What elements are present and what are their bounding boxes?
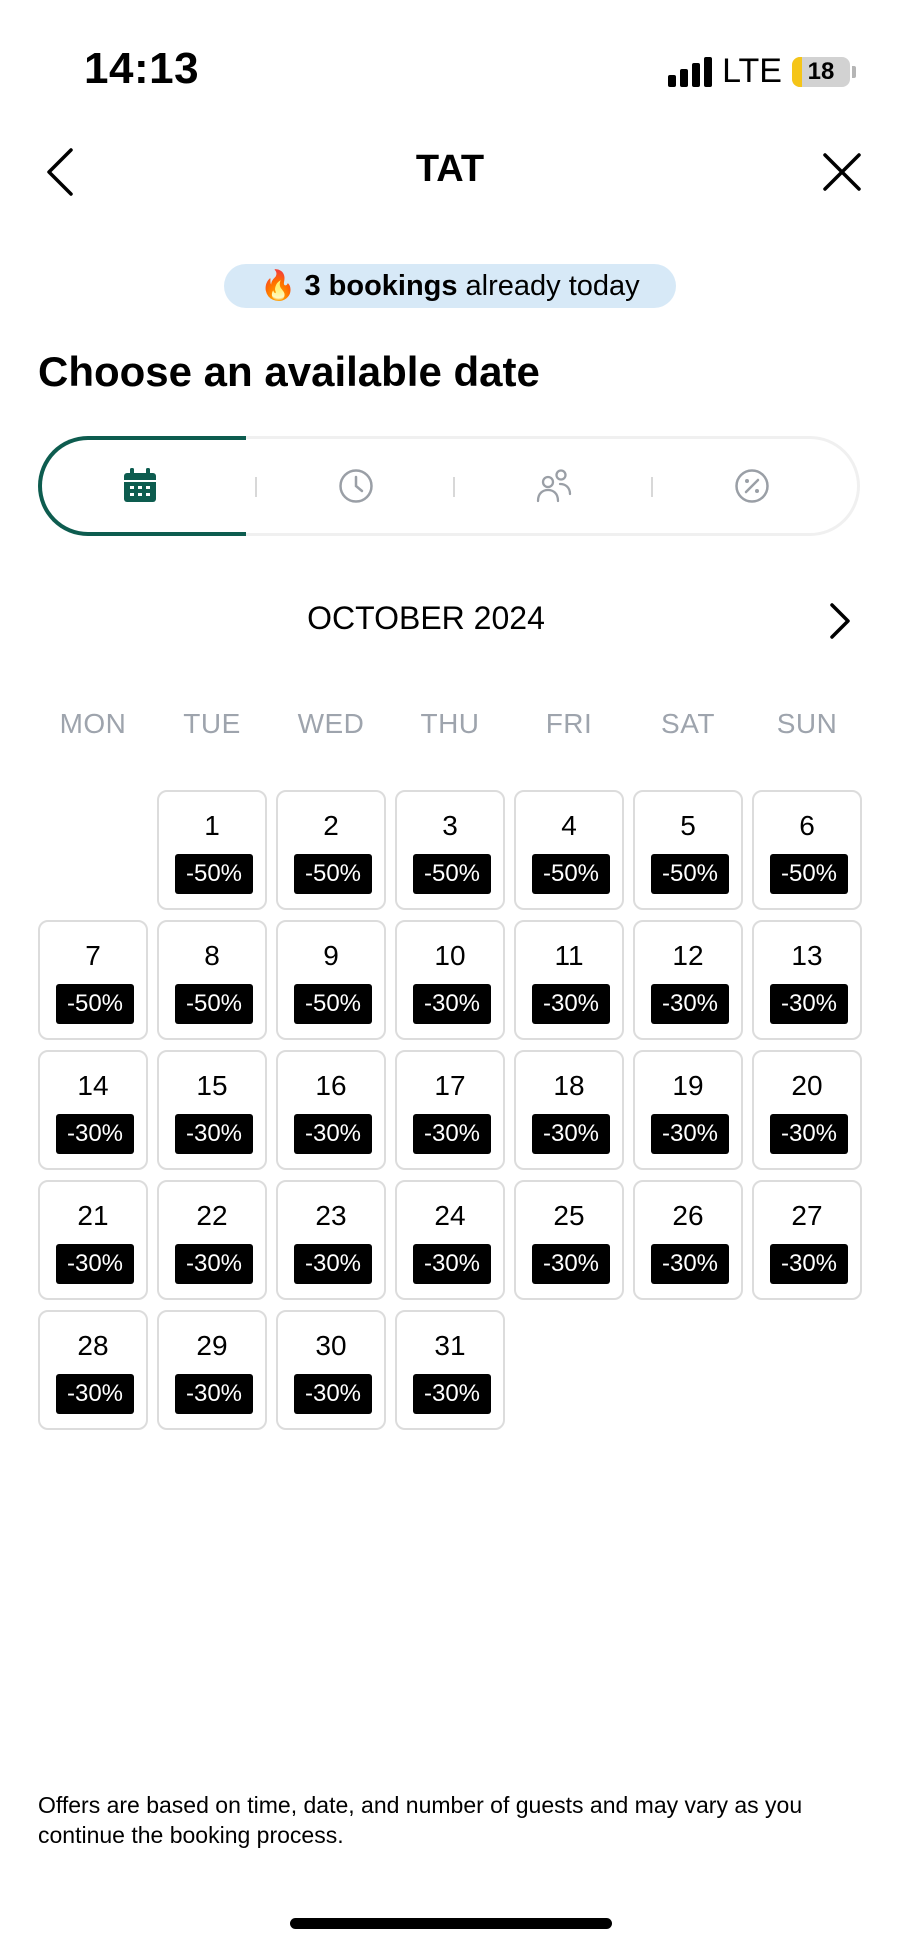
discount-badge: -30% [651,1244,729,1284]
discount-badge: -30% [175,1374,253,1414]
calendar-day-cell[interactable] [752,920,862,1040]
discount-badge: -30% [294,1114,372,1154]
calendar-day-cell[interactable] [157,1050,267,1170]
discount-badge: -50% [56,984,134,1024]
day-number: 25 [553,1200,585,1231]
weekday-label: FRI [545,708,593,739]
day-number: 2 [323,810,339,841]
step-time[interactable] [257,439,455,533]
day-number: 9 [323,940,339,971]
day-number: 23 [315,1200,347,1231]
day-number: 10 [434,940,466,971]
battery-level: 18 [807,57,835,85]
calendar-day-cell[interactable] [38,1180,148,1300]
day-number: 29 [196,1330,228,1361]
discount-badge: -30% [770,1244,848,1284]
day-number: 22 [196,1200,228,1231]
percent-icon [734,468,770,504]
calendar-day-cell[interactable] [38,1310,148,1430]
calendar-day-cell[interactable] [157,790,267,910]
day-number: 16 [315,1070,347,1101]
discount-badge: -30% [770,984,848,1024]
step-date[interactable] [41,439,239,533]
calendar-day-cell[interactable] [276,920,386,1040]
network-label: LTE [722,52,782,90]
day-number: 21 [77,1200,109,1231]
day-number: 18 [553,1070,585,1101]
day-number: 8 [204,940,220,971]
calendar-day-cell[interactable] [157,1310,267,1430]
calendar-icon [121,467,159,505]
day-number: 4 [561,810,577,841]
step-guests[interactable] [455,439,653,533]
day-number: 6 [799,810,815,841]
calendar-day-cell[interactable] [514,1180,624,1300]
day-number: 12 [672,940,704,971]
calendar-day-cell[interactable] [752,1180,862,1300]
bookings-badge [224,264,676,308]
discount-badge: -30% [56,1244,134,1284]
weekday-label: SAT [661,708,715,739]
battery-icon [792,57,850,87]
day-number: 27 [791,1200,823,1231]
day-number: 13 [791,940,823,971]
day-number: 7 [85,940,101,971]
calendar-day-cell[interactable] [276,790,386,910]
discount-badge: -30% [651,1114,729,1154]
discount-badge: -50% [175,984,253,1024]
clock-icon [338,468,374,504]
calendar-day-cell[interactable] [514,790,624,910]
calendar-day-cell[interactable] [514,1050,624,1170]
weekday-label: TUE [183,708,241,739]
discount-badge: -30% [532,1114,610,1154]
discount-badge: -30% [413,1244,491,1284]
calendar-day-cell[interactable] [395,1180,505,1300]
weekday-label: THU [420,708,480,739]
discount-badge: -50% [175,854,253,894]
discount-badge: -50% [651,854,729,894]
day-number: 20 [791,1070,823,1101]
booking-steps [38,436,860,536]
weekday-label: WED [297,708,365,739]
discount-badge: -30% [56,1374,134,1414]
day-number: 17 [434,1070,466,1101]
day-number: 26 [672,1200,704,1231]
weekday-label: MON [59,708,127,739]
calendar-day-cell[interactable] [157,920,267,1040]
month-label: OCTOBER 2024 [307,600,545,636]
step-offer[interactable] [653,439,851,533]
discount-badge: -30% [294,1244,372,1284]
calendar-day-cell[interactable] [395,1050,505,1170]
discount-badge: -30% [175,1114,253,1154]
day-number: 31 [434,1330,466,1361]
discount-badge: -30% [651,984,729,1024]
day-number: 15 [196,1070,228,1101]
day-number: 5 [680,810,696,841]
discount-badge: -30% [770,1114,848,1154]
bookings-count: 3 bookings [304,269,458,302]
day-number: 28 [77,1330,109,1361]
day-number: 30 [315,1330,347,1361]
bookings-suffix: already today [465,269,640,302]
fire-icon: 🔥 [260,270,297,302]
close-icon [822,152,862,192]
discount-badge: -30% [413,1374,491,1414]
calendar-day-cell[interactable] [276,1180,386,1300]
next-month-button[interactable] [810,596,870,646]
calendar-day-cell[interactable] [38,1050,148,1170]
status-time: 14:13 [84,44,200,93]
discount-badge: -50% [294,854,372,894]
day-number: 3 [442,810,458,841]
chevron-right-icon [828,602,852,640]
battery-cap [852,66,856,78]
calendar-day-cell[interactable] [633,1050,743,1170]
status-indicators [668,52,856,91]
calendar-day-cell[interactable] [395,790,505,910]
discount-badge: -30% [532,1244,610,1284]
calendar-day-cell[interactable] [514,920,624,1040]
discount-badge: -50% [770,854,848,894]
calendar-day-cell[interactable] [395,920,505,1040]
calendar-day-cell[interactable] [276,1050,386,1170]
day-number: 1 [204,810,220,841]
day-number: 24 [434,1200,466,1231]
offers-footnote: Offers are based on time, date, and number of guests and may vary as you continue the booking process. [38,1792,803,1848]
close-button[interactable] [810,142,874,202]
calendar-day-cell[interactable] [395,1310,505,1430]
calendar-day-cell[interactable] [633,920,743,1040]
calendar-day-cell[interactable] [276,1310,386,1430]
day-number: 11 [554,940,584,971]
calendar-day-cell[interactable] [752,1050,862,1170]
discount-badge: -50% [413,854,491,894]
signal-icon [668,57,712,87]
discount-badge: -50% [294,984,372,1024]
calendar-day-cell[interactable] [38,920,148,1040]
weekday-label: SUN [776,708,838,739]
discount-badge: -30% [175,1244,253,1284]
discount-badge: -30% [413,1114,491,1154]
day-number: 19 [672,1070,704,1101]
discount-badge: -50% [532,854,610,894]
calendar-day-cell[interactable] [633,790,743,910]
page-title: TAT [415,148,485,190]
day-number: 14 [77,1070,109,1101]
discount-badge: -30% [294,1374,372,1414]
discount-badge: -30% [56,1114,134,1154]
calendar-day-cell[interactable] [752,790,862,910]
section-heading: Choose an available date [38,348,540,395]
calendar-day-cell[interactable] [157,1180,267,1300]
calendar-day-cell[interactable] [633,1180,743,1300]
people-icon [534,468,574,504]
discount-badge: -30% [413,984,491,1024]
discount-badge: -30% [532,984,610,1024]
home-indicator[interactable] [290,1918,612,1929]
